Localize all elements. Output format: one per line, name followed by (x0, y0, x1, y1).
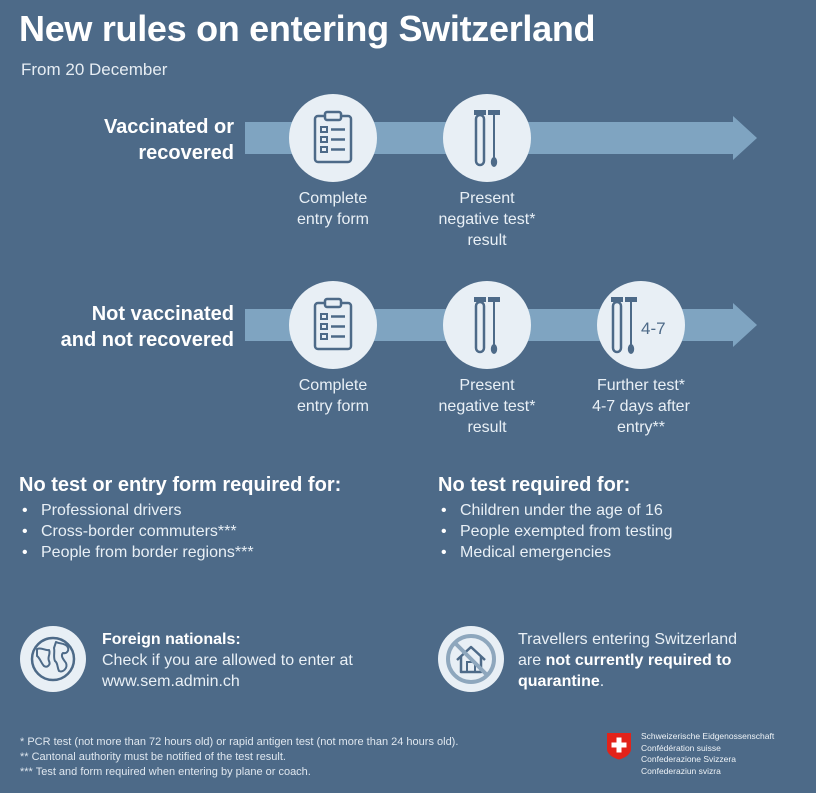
exemption-list (19, 500, 254, 563)
row-label-not-vaccinated (0, 301, 234, 353)
caption-line: entry** (616, 419, 666, 436)
swiss-flag-icon (606, 732, 632, 760)
foreign-nationals-info (102, 629, 353, 692)
info-line: Travellers entering Switzerland (518, 631, 738, 648)
caption-line: Present (459, 190, 515, 207)
section-title: No test or entry form required for: (19, 474, 342, 496)
info-line: . (599, 673, 605, 690)
checklist-icon (289, 94, 377, 182)
caption-line: negative test* (438, 398, 536, 415)
footnote: * PCR test (not more than 72 hours old) or rapid antigen test (not more than 24 hours old). (20, 736, 459, 748)
logo-line: Confederazione Svizzera (641, 754, 736, 764)
test-tube-icon (597, 281, 685, 369)
list-item: • People exempted from testing (438, 521, 673, 542)
caption-line: 4-7 days after (592, 398, 690, 415)
caption-line: Further test* (596, 377, 686, 394)
no-quarantine-house-icon (438, 626, 504, 692)
list-item: • Children under the age of 16 (438, 500, 673, 521)
info-line: Check if you are allowed to enter at (102, 652, 353, 669)
page-subtitle: From 20 December (21, 60, 168, 79)
step-caption (412, 375, 562, 438)
caption-line: result (467, 419, 507, 436)
caption-line: entry form (296, 211, 369, 228)
federal-logo-text (641, 731, 774, 777)
row-label-vaccinated (0, 114, 234, 166)
caption-line: Present (459, 377, 515, 394)
footnotes (20, 735, 458, 780)
info-title: Foreign nationals: (102, 631, 241, 648)
page-title: New rules on entering Switzerland (19, 8, 596, 49)
caption-line: Complete (298, 377, 368, 394)
checklist-icon (289, 281, 377, 369)
caption-line: entry form (296, 398, 369, 415)
info-emphasis: not currently required to (545, 652, 732, 669)
footnote: ** Cantonal authority must be notified of the test result. (20, 751, 286, 763)
row-label-line: and not recovered (60, 329, 234, 351)
logo-line: Confederaziun svizra (641, 765, 721, 776)
step-caption (258, 188, 408, 230)
list-item: • Cross-border commuters*** (19, 521, 254, 542)
caption-line: Complete (298, 190, 368, 207)
list-item: • Professional drivers (19, 500, 254, 521)
exemption-list (438, 500, 673, 563)
row-label-line: recovered (138, 142, 234, 164)
caption-line: negative test* (438, 211, 536, 228)
days-label: 4-7 (641, 319, 666, 338)
quarantine-info (518, 629, 737, 692)
globe-icon (20, 626, 86, 692)
step-caption (258, 375, 408, 417)
row-label-line: Vaccinated or (103, 116, 234, 138)
step-caption (566, 375, 716, 438)
info-line: are (518, 652, 546, 669)
logo-line: Schweizerische Eidgenossenschaft (641, 731, 775, 741)
caption-line: result (467, 232, 507, 249)
info-emphasis: quarantine (518, 673, 600, 690)
test-tube-icon (443, 94, 531, 182)
list-item: • Medical emergencies (438, 542, 673, 563)
logo-line: Confédération suisse (641, 742, 721, 753)
website-link[interactable]: www.sem.admin.ch (102, 673, 240, 690)
list-item: • People from border regions*** (19, 542, 254, 563)
row-label-line: Not vaccinated (91, 303, 234, 325)
section-title: No test required for: (438, 474, 631, 496)
test-tube-icon (443, 281, 531, 369)
step-caption (412, 188, 562, 251)
footnote: *** Test and form required when entering by plane or coach. (20, 766, 311, 778)
